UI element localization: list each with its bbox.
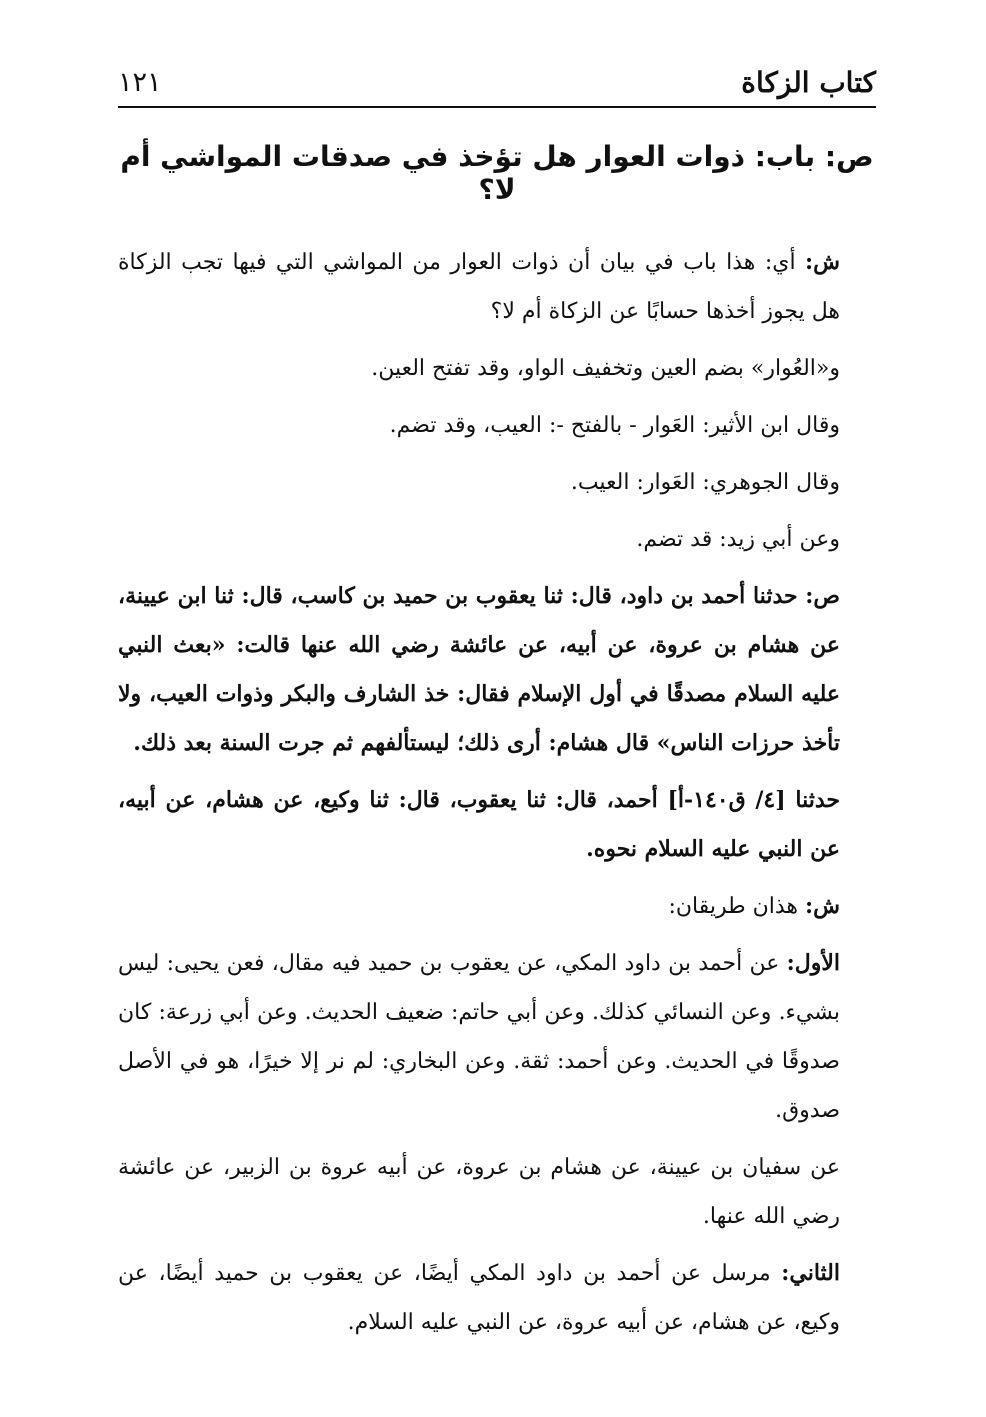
paragraph-ibn-athir	[118, 401, 876, 450]
paragraph-sharh-1	[118, 238, 876, 336]
paragraph-jawhari	[118, 458, 876, 507]
paragraph-awar-definition	[118, 344, 876, 393]
paragraph-label: الأول:	[786, 950, 840, 976]
paragraph-text: وقال ابن الأثير: العَوار - بالفتح -: العيب، وقد تضم.	[389, 413, 840, 438]
paragraph-text: عن سفيان بن عيينة، عن هشام بن عروة، عن أبيه عروة بن الزبير، عن عائشة رضي الله عنها.	[118, 1155, 840, 1229]
paragraph-sufyan-chain	[118, 1143, 876, 1241]
paragraph-label: الثاني:	[781, 1260, 840, 1286]
page-header	[118, 58, 876, 108]
running-title: كتاب الزكاة	[741, 65, 876, 99]
paragraph-text: وعن أبي زيد: قد تضم.	[636, 527, 840, 552]
paragraph-text: حدثنا [٤/ ق١٤٠-أ] أحمد، قال: ثنا يعقوب، قال: ثنا وكيع، عن هشام، عن أبيه، عن النبي عليه السلام نحوه.	[118, 787, 841, 862]
chapter-title: ص: باب: ذوات العوار هل تؤخذ في صدقات المواشي أم لا؟	[120, 140, 874, 206]
paragraph-text: حدثنا أحمد بن داود، قال: ثنا يعقوب بن حميد بن كاسب، قال: ثنا ابن عيينة، عن هشام بن عروة، عن أبيه، عن عائشة رضي الله عنها قالت: «بعث النبي عليه السلام مصدقًا في أول الإسلام فقال: خذ الشارف والبكر وذوات العيب، ولا تأخذ حرزات الناس» قال هشام: أرى ذلك؛ ليستألفهم ثم جرت السنة بعد ذلك.	[118, 583, 840, 756]
paragraph-text: و«العُوار» بضم العين وتخفيف الواو، وقد تفتح العين.	[371, 356, 840, 381]
paragraph-first-route	[118, 939, 876, 1135]
paragraph-text: هذان طريقان:	[668, 894, 806, 919]
paragraph-sharh-2	[118, 882, 876, 931]
paragraph-label: ص:	[805, 583, 840, 609]
paragraph-text: عن أحمد بن داود المكي، عن يعقوب بن حميد فيه مقال، فعن يحيى: ليس بشيء. وعن النسائي كذلك. وعن أبي حاتم: ضعيف الحديث. وعن أبي زرعة: كان صدوقًا في الحديث. وعن أحمد: ثقة. وعن البخاري: لم نر إلا خيرًا، هو في الأصل صدوق.	[118, 951, 840, 1123]
paragraph-label: ش:	[805, 249, 840, 275]
paragraph-second-route	[118, 1249, 876, 1347]
page-body	[118, 140, 876, 1355]
paragraph-abu-zayd	[118, 515, 876, 564]
paragraph-text: أي: هذا باب في بيان أن ذوات العوار من المواشي التي فيها تجب الزكاة هل يجوز أخذها حسابًا عن الزكاة أم لا؟	[118, 250, 840, 324]
paragraph-hadith-second	[118, 776, 876, 874]
paragraph-text: وقال الجوهري: العَوار: العيب.	[570, 470, 840, 495]
paragraph-label: ش:	[805, 893, 840, 919]
paragraph-text: مرسل عن أحمد بن داود المكي أيضًا، عن يعقوب بن حميد أيضًا، عن وكيع، عن هشام، عن أبيه عروة، عن النبي عليه السلام.	[118, 1261, 840, 1335]
paragraph-hadith-main	[118, 572, 876, 768]
page-number: ١٢١	[118, 66, 162, 98]
